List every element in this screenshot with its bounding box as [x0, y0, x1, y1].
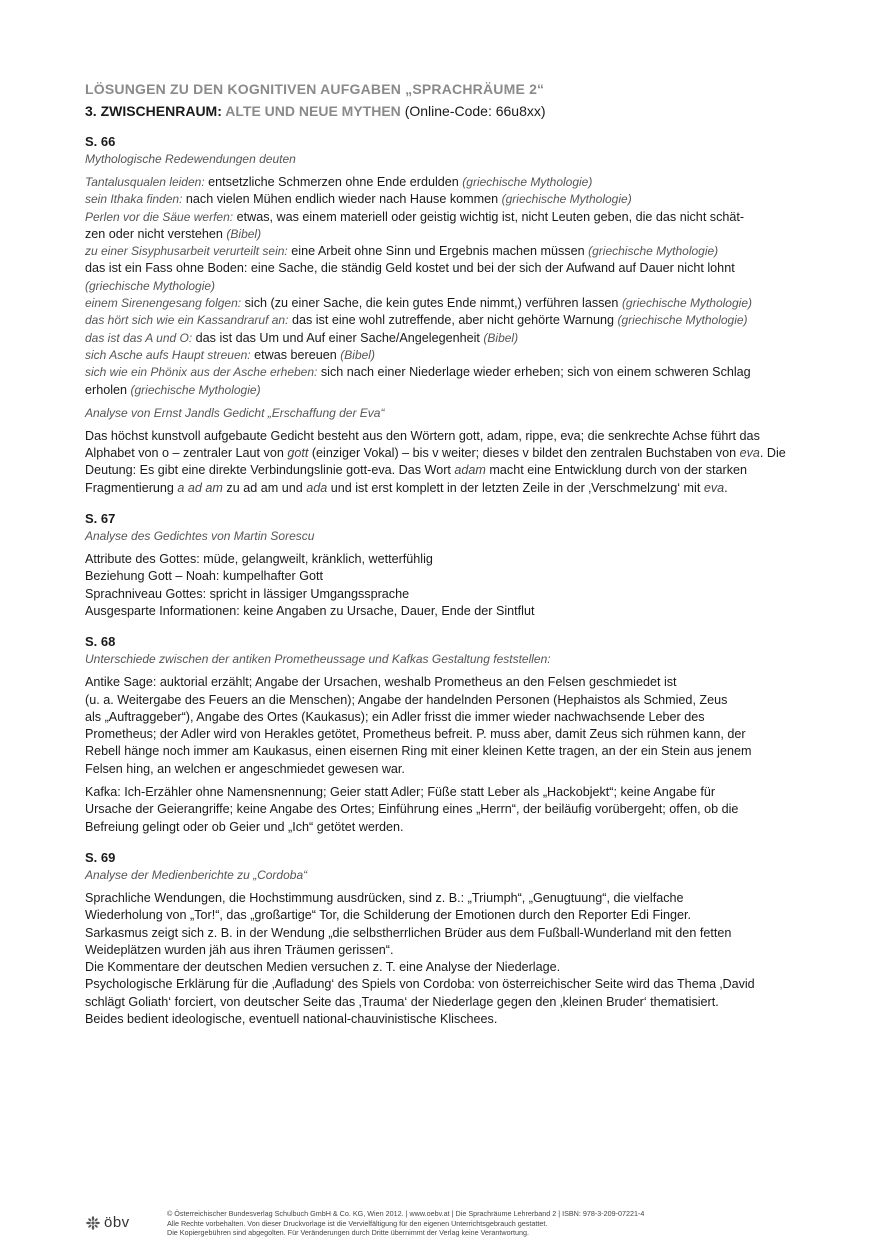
section-subtitle: Unterschiede zwischen der antiken Prometheussage und Kafkas Gestaltung feststellen: [85, 652, 551, 667]
sorescu-list [85, 551, 807, 620]
list-item: Beziehung Gott – Noah: kumpelhafter Gott [85, 569, 324, 584]
list-item: sein Ithaka finden: nach vielen Mühen endlich wieder nach Hause kommen (griechische Mythologie) [85, 192, 632, 207]
idiom-list [85, 174, 807, 399]
publisher-logo [85, 1214, 130, 1231]
kafka-paragraph: Kafka: Ich-Erzähler ohne Namensnennung; Geier statt Adler; Füße statt Leber als „Hackobjekt“; keine Angabe für Ursache der Geierangriffe; keine Angabe des Ortes; Einführung eines „Herrn“, der beiläufig vorübergeht; offen, ob die Befreiung gelingt oder ob Geier und „Ich“ getötet werden. [85, 785, 739, 834]
section-heading-s69: S. 69 [85, 849, 116, 865]
list-item: sich Asche aufs Haupt streuen: etwas bereuen (Bibel) [85, 347, 375, 362]
list-item: Tantalusqualen leiden: entsetzliche Schmerzen ohne Ende erdulden (griechische Mythologie) [85, 175, 593, 189]
section-heading-s67: S. 67 [85, 511, 116, 527]
list-item: zu einer Sisyphusarbeit verurteilt sein: eine Arbeit ohne Sinn und Ergebnis machen müssen (griechische Mythologie) [85, 244, 719, 259]
section-subtitle: Mythologische Redewendungen deuten [85, 152, 296, 166]
jandl-analysis-paragraph: Das höchst kunstvoll aufgebaute Gedicht besteht aus den Wörtern gott, adam, rippe, eva; die senkrechte Achse führt das Alphabet von o – zentraler Laut von gott (einziger Vokal) – bis v weiter; dieses v bildet den zentralen Buchstaben von eva. Die Deutung: Es gibt eine direkte Verbindungslinie gott-eva. Das Wort adam macht eine Entwicklung durch von der starken Fragmentierung a ad am zu ad am und ada und ist erst komplett in der letzten Zeile in der ‚Verschmelzung‘ mit eva. [85, 428, 786, 495]
section-subtitle: Analyse der Medienberichte zu „Cordoba“ [85, 867, 308, 882]
list-item: Ausgesparte Informationen: keine Angaben zu Ursache, Dauer, Ende der Sintflut [85, 603, 535, 618]
list-item: Sprachniveau Gottes: spricht in lässiger Umgangssprache [85, 586, 410, 601]
chapter-name: ALTE UND NEUE MYTHEN [225, 103, 401, 119]
online-code: (Online-Code: 66u8xx) [404, 103, 546, 119]
star-icon [85, 1215, 101, 1231]
page-footer [85, 1207, 805, 1241]
document-page [85, 80, 807, 1028]
list-item: Attribute des Gottes: müde, gelangweilt, kränklich, wetterfühlig [85, 552, 433, 567]
list-item: das ist das A und O: das ist das Um und Auf einer Sache/Angelegenheit (Bibel) [85, 330, 519, 345]
list-item: zen oder nicht verstehen (Bibel) [85, 226, 262, 241]
section-subtitle: Analyse von Ernst Jandls Gedicht „Erschaffung der Eva“ [85, 405, 385, 420]
document-title: LÖSUNGEN ZU DEN KOGNITIVEN AUFGABEN „SPRACHRÄUME 2“ [85, 81, 545, 97]
logo-text: öbv [104, 1214, 130, 1231]
list-item: das ist ein Fass ohne Boden: eine Sache, die ständig Geld kostet und bei der sich der Aufwand auf Dauer nicht lohnt [85, 261, 735, 276]
section-subtitle: Analyse des Gedichtes von Martin Sorescu [85, 529, 315, 544]
copyright-text: © Österreichischer Bundesverlag Schulbuch GmbH & Co. KG, Wien 2012. | www.oebv.at | Die Sprachräume Lehrerband 2 | ISBN: 978-3-209-07221-4 Alle Rechte vorbehalten. Von dieser Druckvorlage ist die Vervielfältigung für den eigenen Unterrichtsgebrauch gestattet. Die Kopiergebühren sind abgegolten. Für Veränderungen durch Dritte übernimmt der Verlag keine Verantwortung. [167, 1209, 645, 1238]
chapter-title [85, 102, 807, 120]
section-heading-s68: S. 68 [85, 634, 116, 650]
list-item: einem Sirenengesang folgen: sich (zu einer Sache, die kein gutes Ende nimmt,) verführen lassen (griechische Mythologie) [85, 296, 752, 311]
list-item: sich wie ein Phönix aus der Asche erheben: sich nach einer Niederlage wieder erheben; sich von einem schweren Schlag [85, 365, 751, 380]
list-item: Perlen vor die Säue werfen: etwas, was einem materiell oder geistig wichtig ist, nicht Leuten geben, die das nicht schät- [85, 209, 745, 224]
chapter-prefix: 3. ZWISCHENRAUM: [85, 103, 222, 119]
list-item: (griechische Mythologie) [85, 278, 216, 293]
section-heading-s66: S. 66 [85, 134, 116, 149]
prometheus-paragraph: Antike Sage: auktorial erzählt; Angabe der Ursachen, weshalb Prometheus an den Felsen geschmiedet ist (u. a. Weitergabe des Feuers an die Menschen); Angabe der handelnden Personen (Hephaistos als Schmied, Zeus als „Auftraggeber“), Angabe des Ortes (Kaukasus); ein Adler frisst die immer wieder nachwachsende Leber des Prometheus; der Adler wird von Herakles getötet, Prometheus befreit. P. muss aber, damit Zeus sich rühmen kann, der Rebell hänge noch immer am Kaukasus, einen eisernen Ring mit einer kleinen Kette tragen, an der ein Stein aus jenem Felsen hing, an welchen er angeschmiedet gewesen war. [85, 675, 752, 776]
list-item: das hört sich wie ein Kassandraruf an: das ist eine wohl zutreffende, aber nicht gehörte Warnung (griechische Mythologie) [85, 313, 748, 328]
cordoba-paragraph: Sprachliche Wendungen, die Hochstimmung ausdrücken, sind z. B.: „Triumph“, „Genugtuung“, die vielfache Wiederholung von „Tor!“, das „großartige“ Tor, die Schilderung der Emotionen durch den Reporter Edi Finger. Sarkasmus zeigt sich z. B. in der Wendung „die selbstherrlichen Brüder aus dem Fußball-Wunderland mit den fetten Weideplätzen wurden jäh aus ihren Träumen gerissen“. Die Kommentare der deutschen Medien versuchen z. T. eine Analyse der Niederlage. Psychologische Erklärung für die ‚Aufladung‘ des Spiels von Cordoba: von österreichischer Seite wird das Thema ‚David schlägt Goliath‘ forciert, von deutscher Seite das ‚Trauma‘ der Niederlage gegen den ‚kleinen Bruder‘ thematisiert. Beides bedient ideologische, eventuell national-chauvinistische Klischees. [85, 890, 755, 1026]
list-item: erholen (griechische Mythologie) [85, 382, 261, 397]
